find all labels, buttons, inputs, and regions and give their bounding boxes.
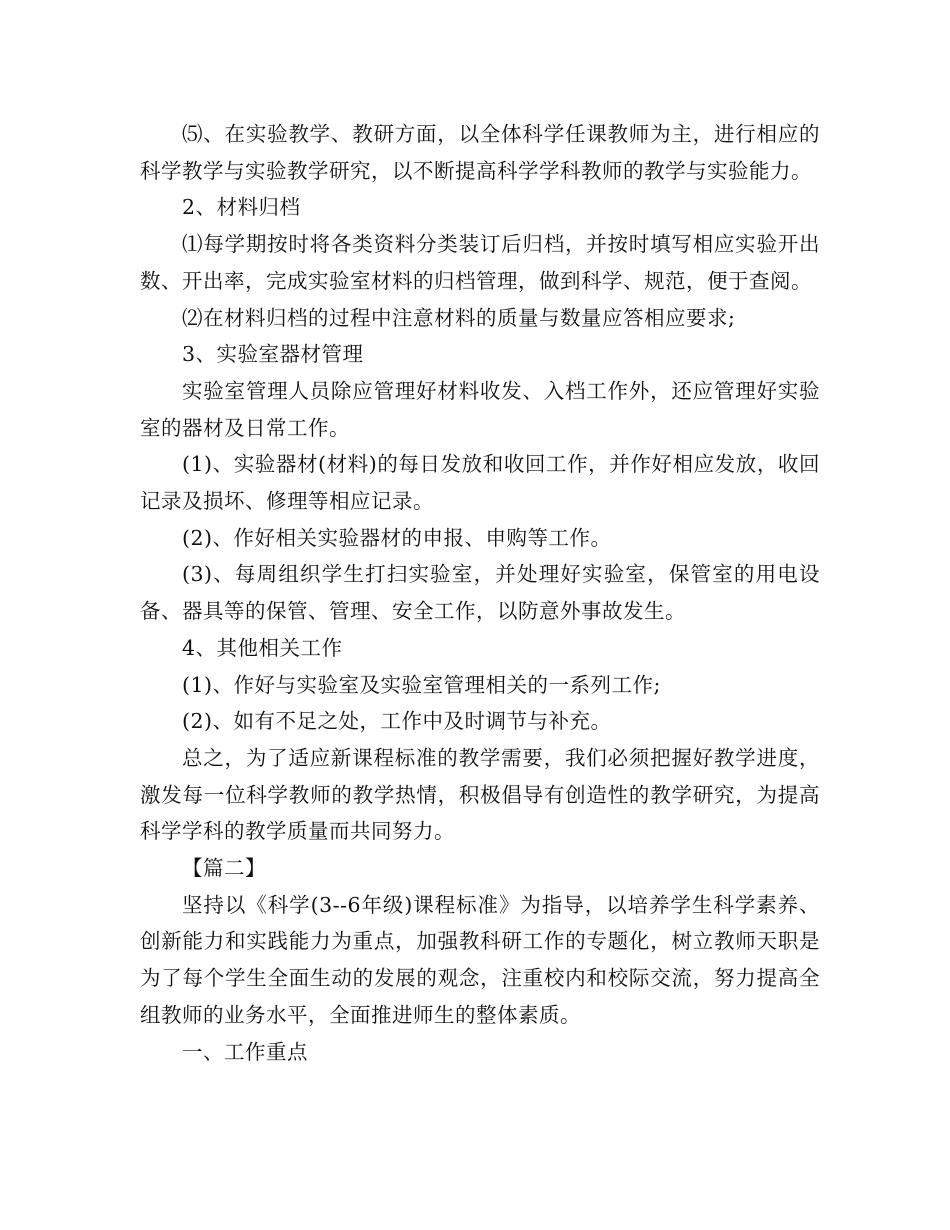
paragraph-equipment-item-2: (2)、作好相关实验器材的申报、申购等工作。: [182, 525, 612, 550]
heading-lab-equipment-management: 3、实验室器材管理: [182, 342, 364, 367]
paragraph-archiving-item-2: ⑵在材料归档的过程中注意材料的质量与数量应答相应要求;: [182, 305, 736, 330]
paragraph-part-two-intro: 坚持以《科学(3--6年级)课程标准》为指导，以培养学生科学素养、创新能力和实践能力为重点，加强教科研工作的专题化，树立教师天职是为了每个学生全面生动的发展的观念，注重校内和校际交流，努力提高全组教师的业务水平，全面推进师生的整体素质。: [140, 892, 820, 1027]
document-body: [140, 116, 820, 1070]
paragraph-lab-staff-duties: 实验室管理人员除应管理好材料收发、入档工作外，还应管理好实验室的器材及日常工作。: [140, 378, 820, 440]
paragraph-archiving-item-1: ⑴每学期按时将各类资料分类装订后归档，并按时填写相应实验开出数、开出率，完成实验室材料的归档管理，做到科学、规范，便于查阅。: [140, 232, 820, 293]
paragraph-other-item-2: (2)、如有不足之处，工作中及时调节与补充。: [182, 709, 612, 734]
heading-material-archiving: 2、材料归档: [182, 195, 301, 220]
heading-other-work: 4、其他相关工作: [182, 635, 343, 660]
heading-part-two: 【篇二】: [182, 856, 266, 881]
paragraph-lab-teaching-research: ⑸、在实验教学、教研方面，以全体科学任课教师为主，进行相应的科学教学与实验教学研究，以不断提高科学学科教师的教学与实验能力。: [140, 122, 820, 183]
paragraph-other-item-1: (1)、作好与实验室及实验室管理相关的一系列工作;: [182, 672, 661, 697]
heading-work-focus: 一、工作重点: [182, 1039, 308, 1064]
paragraph-conclusion: 总之，为了适应新课程标准的教学需要，我们必须把握好教学进度，激发每一位科学教师的教学热情，积极倡导有创造性的教学研究，为提高科学学科的教学质量而共同努力。: [140, 745, 820, 844]
paragraph-equipment-item-1: (1)、实验器材(材料)的每日发放和收回工作，并作好相应发放，收回记录及损坏、修理等相应记录。: [140, 452, 820, 514]
paragraph-equipment-item-3: (3)、每周组织学生打扫实验室，并处理好实验室，保管室的用电设备、器具等的保管、管理、安全工作，以防意外事故发生。: [140, 562, 820, 624]
